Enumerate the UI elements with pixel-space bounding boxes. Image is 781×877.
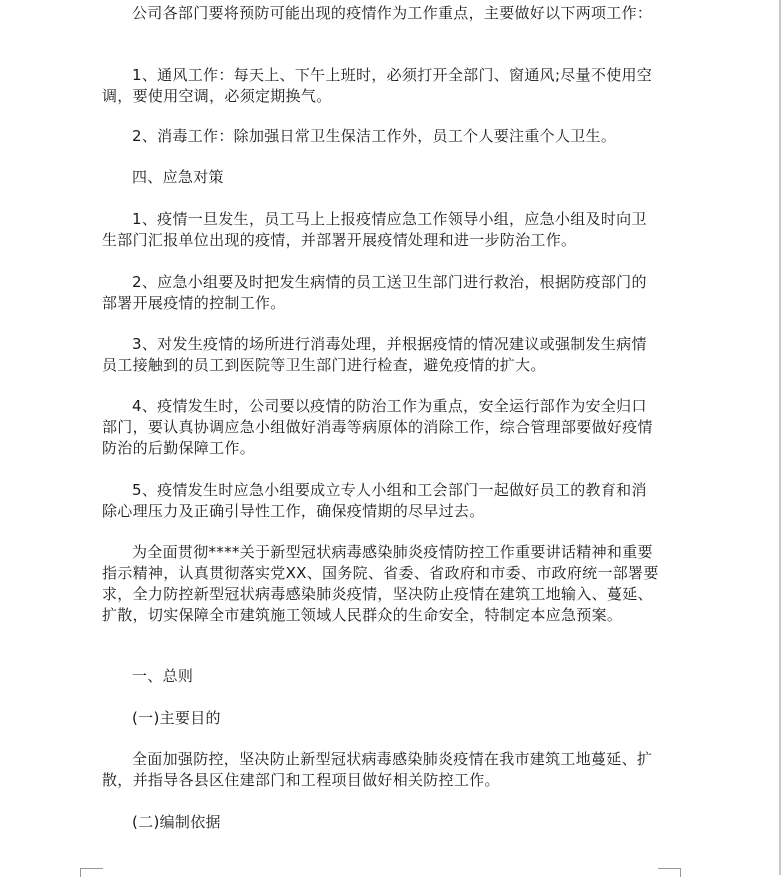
- paragraph-main-purpose: 全面加强防控，坚决防止新型冠状病毒感染肺炎疫情在我市建筑工地蔓延、扩散，并指导各县区住建部门和工程项目做好相关防控工作。: [102, 750, 653, 789]
- paragraph-measure-2: 2、应急小组要及时把发生病情的员工送卫生部门进行救治，根据防疫部门的部署开展疫情的控制工作。: [102, 273, 647, 312]
- paragraph-ventilation: 1、通风工作：每天上、下午上班时，必须打开全部门、窗通风;尽量不使用空调，要使用空调，必须定期换气。: [102, 66, 653, 105]
- paragraph-preamble: 为全面贯彻****关于新型冠状病毒感染肺炎疫情防控工作重要讲话精神和重要指示精神，认真贯彻落实党XX、国务院、省委、省政府和市委、市政府统一部署要求，全力防控新型冠状病毒感染肺炎疫情，坚决防止疫情在建筑工地输入、蔓延、扩散，切实保障全市建筑施工领域人民群众的生命安全，特制定本应急预案。: [102, 543, 659, 624]
- paragraph-measure-1: 1、疫情一旦发生，员工马上上报疫情应急工作领导小组，应急小组及时向卫生部门汇报单位出现的疫情，并部署开展疫情处理和进一步防治工作。: [102, 210, 647, 249]
- paragraph-measure-3: 3、对发生疫情的场所进行消毒处理，并根据疫情的情况建议或强制发生病情员工接触到的员工到医院等卫生部门进行检查，避免疫情的扩大。: [102, 335, 647, 374]
- heading-general-provisions: 一、总则: [132, 667, 194, 685]
- paragraph-disinfection: 2、消毒工作：除加强日常卫生保洁工作外，员工个人要注重个人卫生。: [132, 127, 617, 145]
- paragraph-intro: 公司各部门要将预防可能出现的疫情作为工作重点，主要做好以下两项工作：: [132, 4, 653, 22]
- page-corner-mark-left: [80, 868, 103, 877]
- heading-emergency-measures: 四、应急对策: [132, 168, 224, 186]
- heading-compilation-basis: (二)编制依据: [132, 813, 221, 831]
- paragraph-measure-5: 5、疫情发生时应急小组要成立专人小组和工会部门一起做好员工的教育和消除心理压力及正确引导性工作，确保疫情期的尽早过去。: [102, 481, 647, 520]
- paragraph-measure-4: 4、疫情发生时，公司要以疫情的防治工作为重点，安全运行部作为安全归口部门，要认真协调应急小组做好消毒等病原体的消除工作，综合管理部要做好疫情防治的后勤保障工作。: [102, 397, 653, 457]
- heading-main-purpose: (一)主要目的: [132, 709, 221, 727]
- page-corner-mark-right: [658, 868, 681, 877]
